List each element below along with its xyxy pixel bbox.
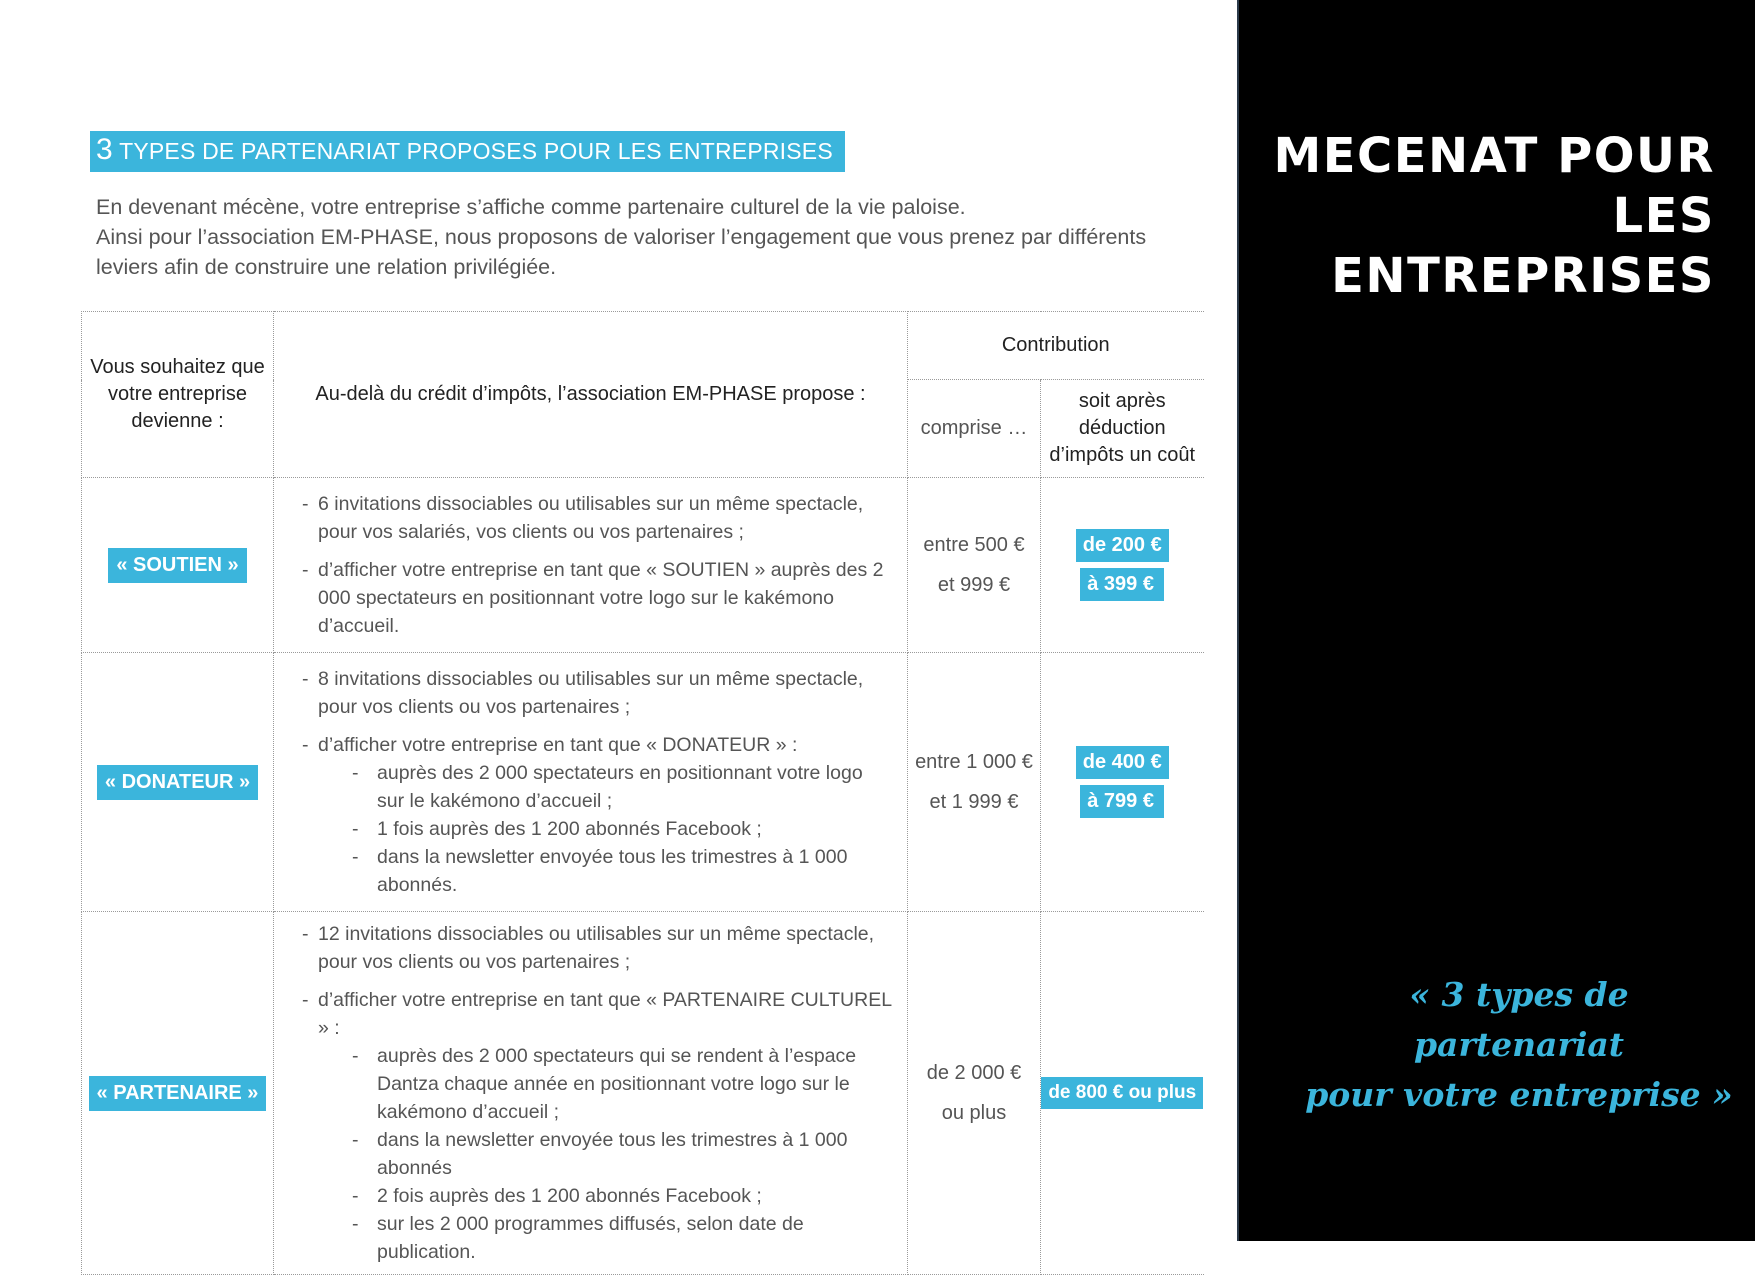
- sub-list-item: - 2 fois auprès des 1 200 abonnés Facebook ;: [318, 1182, 895, 1210]
- header-apres: [1041, 380, 1204, 478]
- side-panel: [1237, 0, 1755, 1241]
- header-comprise-label: comprise …: [920, 417, 1028, 439]
- tagline-quote: [1299, 970, 1739, 1120]
- header-offer-label: Au-delà du crédit d’impôts, l’association EM-PHASE propose :: [315, 383, 866, 405]
- amount-to: et 999 €: [937, 574, 1011, 596]
- amount-from: entre 500 €: [923, 534, 1025, 556]
- offer-cell: [274, 653, 908, 912]
- cost-from-badge: de 200 €: [1076, 529, 1169, 562]
- offer-cell: [274, 478, 908, 653]
- page-title: [1239, 126, 1715, 306]
- list-item-text: 12 invitations dissociables ou utilisables sur un même spectacle, pour vos clients ou vos partenaires ;: [318, 923, 875, 973]
- type-badge: « PARTENAIRE »: [89, 1076, 267, 1111]
- page-title-line: MECENAT POUR LES: [1273, 128, 1715, 244]
- list-item-text: d’afficher votre entreprise en tant que « PARTENAIRE CULTUREL » :: [318, 989, 892, 1039]
- list-item-text: d’afficher votre entreprise en tant que « DONATEUR » :: [318, 734, 798, 756]
- amount-to: ou plus: [941, 1102, 1007, 1124]
- cost-from-badge: de 400 €: [1076, 746, 1169, 779]
- amount-cell: [908, 912, 1041, 1275]
- page-title-line: ENTREPRISES: [1331, 248, 1715, 304]
- cost-to-badge: à 799 €: [1080, 785, 1164, 818]
- tagline-line: « 3 types de partenariat: [1409, 975, 1629, 1064]
- list-item: - d’afficher votre entreprise en tant que « SOUTIEN » auprès des 2 000 spectateurs en positionnant votre logo sur le kakémono d’accueil.: [302, 556, 895, 640]
- list-item: [302, 731, 895, 899]
- amount-cell: [908, 653, 1041, 912]
- table-header-row: [82, 312, 1204, 380]
- table-row: [82, 478, 1204, 653]
- type-badge: « DONATEUR »: [97, 765, 258, 800]
- list-item: [302, 986, 895, 1266]
- cost-from-badge: de 800 € ou plus: [1041, 1077, 1203, 1109]
- tagline-line: pour votre entreprise »: [1305, 1075, 1733, 1114]
- list-item: [302, 920, 895, 976]
- type-cell: [82, 478, 274, 653]
- table-row: [82, 912, 1204, 1275]
- section-heading-text: TYPES DE PARTENARIAT PROPOSES POUR LES ENTREPRISES: [119, 138, 833, 164]
- header-apres-label: soit après déduction d’impôts un coût: [1049, 390, 1196, 466]
- header-offer: [274, 312, 908, 478]
- intro-paragraph: Ainsi pour l’association EM-PHASE, nous proposons de valoriser l’engagement que vous prenez par différents leviers afin de construire une relation privilégiée.: [96, 225, 1147, 279]
- list-item: - 6 invitations dissociables ou utilisables sur un même spectacle, pour vos salariés, vos clients ou vos partenaires ;: [302, 490, 895, 546]
- type-cell: [82, 653, 274, 912]
- partnership-table: [81, 311, 1204, 1275]
- sub-list-item: - sur les 2 000 programmes diffusés, selon date de publication.: [318, 1210, 895, 1266]
- amount-to: et 1 999 €: [929, 791, 1019, 813]
- amount-cell: [908, 478, 1041, 653]
- list-item-text: 8 invitations dissociables ou utilisables sur un même spectacle, pour vos clients ou vos partenaires ;: [318, 668, 864, 718]
- header-type-label: Vous souhaitez que votre entreprise devienne :: [90, 356, 265, 432]
- header-type: [82, 312, 274, 478]
- cost-cell: [1041, 653, 1204, 912]
- sub-list-item: - dans la newsletter envoyée tous les trimestres à 1 000 abonnés: [318, 1126, 895, 1182]
- header-comprise: [908, 380, 1041, 478]
- table-row: [82, 653, 1204, 912]
- intro-text: [96, 192, 1206, 282]
- cost-to-badge: à 399 €: [1080, 568, 1164, 601]
- offer-cell: [274, 912, 908, 1275]
- list-item: [302, 665, 895, 721]
- sub-list-item: - dans la newsletter envoyée tous les trimestres à 1 000 abonnés.: [318, 843, 895, 899]
- amount-from: entre 1 000 €: [915, 751, 1033, 773]
- sub-list-item: - auprès des 2 000 spectateurs en positionnant votre logo sur le kakémono d’accueil ;: [318, 759, 895, 815]
- section-heading-number: 3: [96, 133, 113, 166]
- header-contribution-label: Contribution: [1001, 334, 1110, 356]
- cost-cell: [1041, 912, 1204, 1275]
- section-heading: [90, 131, 845, 172]
- type-cell: [82, 912, 274, 1275]
- sub-list-item: - 1 fois auprès des 1 200 abonnés Facebook ;: [318, 815, 895, 843]
- header-contribution: [908, 312, 1204, 380]
- intro-paragraph: En devenant mécène, votre entreprise s’affiche comme partenaire culturel de la vie paloise.: [96, 195, 966, 219]
- cost-cell: [1041, 478, 1204, 653]
- sub-list-item: - auprès des 2 000 spectateurs qui se rendent à l’espace Dantza chaque année en positionnant votre logo sur le kakémono d’accueil ;: [318, 1042, 895, 1126]
- type-badge: « SOUTIEN »: [108, 548, 246, 583]
- amount-from: de 2 000 €: [926, 1062, 1022, 1084]
